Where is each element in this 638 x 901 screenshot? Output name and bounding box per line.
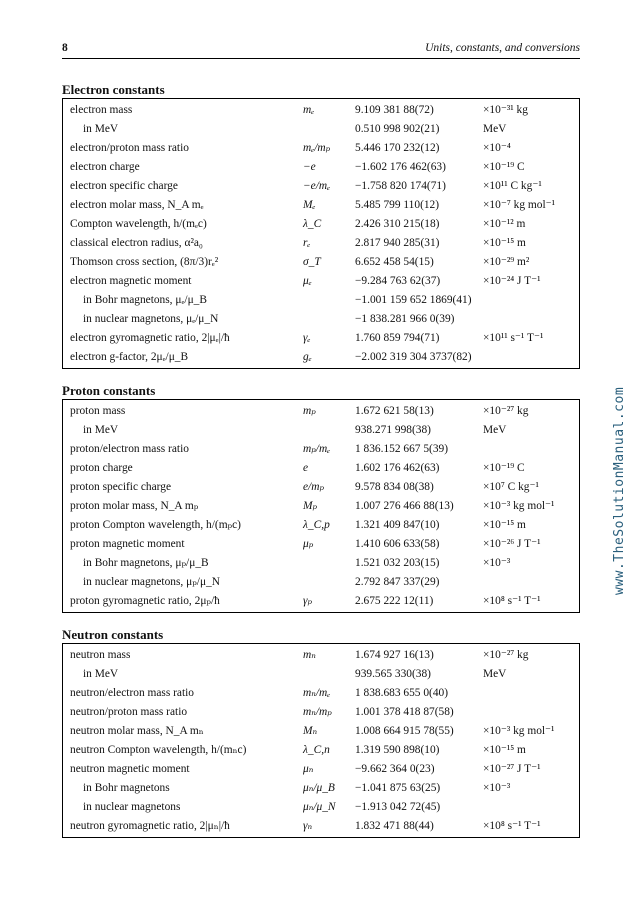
constant-value: 1 836.152 667 5(39) bbox=[355, 443, 449, 455]
table-row bbox=[63, 741, 579, 760]
constant-name: in nuclear magnetons bbox=[83, 801, 181, 813]
constant-value: 1.319 590 898(10) bbox=[355, 744, 440, 756]
constant-symbol: mₚ/mₑ bbox=[303, 443, 331, 455]
constant-symbol: mₚ bbox=[303, 405, 316, 417]
constant-name: Thomson cross section, (8π/3)rₑ² bbox=[70, 256, 219, 268]
constant-value: 5.446 170 232(12) bbox=[355, 142, 440, 154]
constant-unit: ×10⁻²⁹ m² bbox=[483, 256, 530, 268]
constant-value: 1.008 664 915 78(55) bbox=[355, 725, 454, 737]
proton-constants-section bbox=[62, 383, 580, 613]
constant-name: electron/proton mass ratio bbox=[70, 142, 189, 154]
constant-unit: ×10⁻²⁶ J T⁻¹ bbox=[483, 538, 541, 550]
constant-value: 1.410 606 633(58) bbox=[355, 538, 440, 550]
constants-table bbox=[62, 643, 580, 838]
constant-name: neutron molar mass, N_A mₙ bbox=[70, 725, 204, 737]
constant-unit: ×10⁷ C kg⁻¹ bbox=[483, 481, 539, 493]
constant-name: proton molar mass, N_A mₚ bbox=[70, 500, 199, 512]
table-row bbox=[63, 177, 579, 196]
constant-name: proton charge bbox=[70, 462, 133, 474]
table-row bbox=[63, 798, 579, 817]
electron-constants-section bbox=[62, 82, 580, 369]
constant-unit: ×10⁸ s⁻¹ T⁻¹ bbox=[483, 820, 541, 832]
constant-value: 9.578 834 08(38) bbox=[355, 481, 434, 493]
constant-name: in Bohr magnetons, μₑ/μ_B bbox=[83, 294, 207, 306]
constant-symbol: μₙ bbox=[303, 763, 314, 775]
constant-symbol: μₙ/μ_B bbox=[303, 782, 335, 794]
constant-unit: MeV bbox=[483, 668, 507, 680]
constant-name: proton mass bbox=[70, 405, 126, 417]
constant-symbol: γₙ bbox=[303, 820, 313, 832]
table-row bbox=[63, 459, 579, 478]
constant-unit: ×10¹¹ C kg⁻¹ bbox=[483, 180, 542, 192]
constant-unit: ×10⁸ s⁻¹ T⁻¹ bbox=[483, 595, 541, 607]
table-row bbox=[63, 779, 579, 798]
table-row bbox=[63, 158, 579, 177]
constant-name: proton/electron mass ratio bbox=[70, 443, 189, 455]
constant-symbol: −e/mₑ bbox=[303, 180, 331, 192]
constant-name: in nuclear magnetons, μₚ/μ_N bbox=[83, 576, 220, 588]
table-row bbox=[63, 291, 579, 310]
table-row bbox=[63, 703, 579, 722]
constant-name: proton Compton wavelength, h/(mₚc) bbox=[70, 519, 241, 531]
table-row bbox=[63, 139, 579, 158]
constant-value: 1.760 859 794(71) bbox=[355, 332, 440, 344]
constant-unit: ×10⁻²⁷ J T⁻¹ bbox=[483, 763, 541, 775]
constant-symbol: μₚ bbox=[303, 538, 314, 550]
table-row bbox=[63, 760, 579, 779]
constant-value: 5.485 799 110(12) bbox=[355, 199, 440, 211]
constant-value: 1.521 032 203(15) bbox=[355, 557, 440, 569]
constant-name: in Bohr magnetons bbox=[83, 782, 170, 794]
constant-symbol: gₑ bbox=[303, 351, 312, 363]
constant-symbol: mₑ/mₚ bbox=[303, 142, 331, 154]
constant-symbol: μₙ/μ_N bbox=[303, 801, 336, 813]
constant-value: 9.109 381 88(72) bbox=[355, 104, 434, 116]
section-title: Electron constants bbox=[62, 82, 165, 97]
table-row bbox=[63, 554, 579, 573]
constant-name: electron magnetic moment bbox=[70, 275, 192, 287]
constant-symbol: λ_C,n bbox=[303, 744, 330, 756]
constant-unit: ×10⁻⁷ kg mol⁻¹ bbox=[483, 199, 556, 211]
constant-name: in Bohr magnetons, μₚ/μ_B bbox=[83, 557, 209, 569]
constant-unit: ×10⁻¹⁵ m bbox=[483, 744, 526, 756]
constant-symbol: mₙ/mₚ bbox=[303, 706, 332, 718]
constants-table bbox=[62, 98, 580, 369]
table-row bbox=[63, 101, 579, 120]
constant-unit: ×10⁻¹⁵ m bbox=[483, 237, 526, 249]
constant-value: −1.913 042 72(45) bbox=[355, 801, 441, 813]
table-row bbox=[63, 817, 579, 836]
constant-value: −1 838.281 966 0(39) bbox=[355, 313, 455, 325]
table-row bbox=[63, 348, 579, 367]
constant-symbol: e bbox=[303, 462, 309, 474]
constant-unit: ×10⁻³ bbox=[483, 782, 511, 794]
constant-unit: MeV bbox=[483, 424, 507, 436]
constant-name: classical electron radius, α²a₀ bbox=[70, 237, 203, 249]
constant-unit: ×10⁻²⁷ kg bbox=[483, 405, 529, 417]
constant-symbol: σ_T bbox=[303, 256, 321, 268]
constant-unit: MeV bbox=[483, 123, 507, 135]
constant-name: in nuclear magnetons, μₑ/μ_N bbox=[83, 313, 219, 325]
constant-value: −2.002 319 304 3737(82) bbox=[355, 351, 472, 363]
table-row bbox=[63, 684, 579, 703]
constant-symbol: mₙ bbox=[303, 649, 316, 661]
constant-unit: ×10⁻³ kg mol⁻¹ bbox=[483, 725, 555, 737]
constant-value: 2.792 847 337(29) bbox=[355, 576, 440, 588]
watermark-text: www.TheSolutionManual.com bbox=[612, 386, 627, 595]
constant-unit: ×10⁻¹² m bbox=[483, 218, 526, 230]
constant-name: electron specific charge bbox=[70, 180, 178, 192]
constant-value: 2.817 940 285(31) bbox=[355, 237, 440, 249]
constant-unit: ×10⁻¹⁹ C bbox=[483, 462, 525, 474]
constant-name: electron charge bbox=[70, 161, 140, 173]
constant-name: electron g-factor, 2μₑ/μ_B bbox=[70, 351, 189, 363]
constant-value: −1.602 176 462(63) bbox=[355, 161, 446, 173]
table-row bbox=[63, 497, 579, 516]
constant-unit: ×10⁻³ bbox=[483, 557, 511, 569]
constant-symbol: λ_C,p bbox=[303, 519, 330, 531]
constant-unit: ×10⁻³ kg mol⁻¹ bbox=[483, 500, 555, 512]
constant-name: proton specific charge bbox=[70, 481, 171, 493]
constant-symbol: μₑ bbox=[303, 275, 312, 287]
table-row bbox=[63, 234, 579, 253]
constant-value: 1.321 409 847(10) bbox=[355, 519, 440, 531]
running-title: Units, constants, and conversions bbox=[425, 42, 580, 54]
constant-value: 1.602 176 462(63) bbox=[355, 462, 440, 474]
constant-unit: ×10⁻¹⁹ C bbox=[483, 161, 525, 173]
constant-name: in MeV bbox=[83, 123, 119, 135]
table-row bbox=[63, 272, 579, 291]
table-row bbox=[63, 516, 579, 535]
constant-value: 1 838.683 655 0(40) bbox=[355, 687, 449, 699]
constant-unit: ×10⁻⁴ bbox=[483, 142, 511, 154]
constant-name: Compton wavelength, h/(mₑc) bbox=[70, 218, 207, 230]
constant-symbol: mₑ bbox=[303, 104, 315, 116]
constant-value: 2.675 222 12(11) bbox=[355, 595, 434, 607]
constant-value: 1.674 927 16(13) bbox=[355, 649, 434, 661]
constant-name: neutron magnetic moment bbox=[70, 763, 190, 775]
table-row bbox=[63, 329, 579, 348]
table-row bbox=[63, 120, 579, 139]
table-row bbox=[63, 665, 579, 684]
constant-name: electron mass bbox=[70, 104, 133, 116]
constant-symbol: Mₑ bbox=[303, 199, 316, 211]
table-row bbox=[63, 722, 579, 741]
constant-unit: ×10⁻²⁴ J T⁻¹ bbox=[483, 275, 541, 287]
constant-value: 6.652 458 54(15) bbox=[355, 256, 434, 268]
constant-unit: ×10⁻³¹ kg bbox=[483, 104, 528, 116]
constant-value: −9.284 763 62(37) bbox=[355, 275, 441, 287]
constant-symbol: λ_C bbox=[303, 218, 322, 230]
table-row bbox=[63, 440, 579, 459]
constant-value: 2.426 310 215(18) bbox=[355, 218, 440, 230]
constant-symbol: Mₚ bbox=[303, 500, 318, 512]
table-row bbox=[63, 592, 579, 611]
table-row bbox=[63, 196, 579, 215]
constant-name: neutron/electron mass ratio bbox=[70, 687, 194, 699]
table-row bbox=[63, 573, 579, 592]
constant-name: neutron mass bbox=[70, 649, 131, 661]
constant-name: electron gyromagnetic ratio, 2|μₑ|/ħ bbox=[70, 332, 230, 344]
constant-name: proton magnetic moment bbox=[70, 538, 185, 550]
constant-symbol: −e bbox=[303, 161, 316, 173]
table-row bbox=[63, 215, 579, 234]
table-row bbox=[63, 253, 579, 272]
constant-name: in MeV bbox=[83, 668, 119, 680]
constant-name: proton gyromagnetic ratio, 2μₚ/ħ bbox=[70, 595, 220, 607]
table-row bbox=[63, 310, 579, 329]
constant-value: −1.001 159 652 1869(41) bbox=[355, 294, 472, 306]
constant-name: electron molar mass, N_A mₑ bbox=[70, 199, 204, 211]
constant-value: 938.271 998(38) bbox=[355, 424, 431, 436]
table-row bbox=[63, 402, 579, 421]
table-row bbox=[63, 646, 579, 665]
constant-name: neutron/proton mass ratio bbox=[70, 706, 188, 718]
running-header bbox=[62, 40, 580, 59]
constant-unit: ×10⁻¹⁵ m bbox=[483, 519, 526, 531]
neutron-constants-section bbox=[62, 627, 580, 838]
constant-value: −9.662 364 0(23) bbox=[355, 763, 435, 775]
constants-table bbox=[62, 399, 580, 613]
constant-value: 0.510 998 902(21) bbox=[355, 123, 440, 135]
section-title: Proton constants bbox=[62, 383, 156, 398]
constant-value: −1.758 820 174(71) bbox=[355, 180, 446, 192]
constant-value: 939.565 330(38) bbox=[355, 668, 431, 680]
constant-symbol: mₙ/mₑ bbox=[303, 687, 331, 699]
constant-value: −1.041 875 63(25) bbox=[355, 782, 441, 794]
table-row bbox=[63, 478, 579, 497]
constant-symbol: γₚ bbox=[303, 595, 313, 607]
constant-value: 1.001 378 418 87(58) bbox=[355, 706, 454, 718]
table-row bbox=[63, 421, 579, 440]
constant-unit: ×10⁻²⁷ kg bbox=[483, 649, 529, 661]
constant-symbol: γₑ bbox=[303, 332, 311, 344]
page-number: 8 bbox=[62, 42, 68, 54]
constant-value: 1.007 276 466 88(13) bbox=[355, 500, 454, 512]
constant-symbol: rₑ bbox=[303, 237, 311, 249]
table-row bbox=[63, 535, 579, 554]
constant-name: neutron gyromagnetic ratio, 2|μₙ|/ħ bbox=[70, 820, 230, 832]
constant-value: 1.672 621 58(13) bbox=[355, 405, 434, 417]
constant-name: in MeV bbox=[83, 424, 119, 436]
constant-symbol: Mₙ bbox=[303, 725, 318, 737]
constant-unit: ×10¹¹ s⁻¹ T⁻¹ bbox=[483, 332, 544, 344]
constant-value: 1.832 471 88(44) bbox=[355, 820, 434, 832]
section-title: Neutron constants bbox=[62, 627, 164, 642]
constant-symbol: e/mₚ bbox=[303, 481, 325, 493]
constant-name: neutron Compton wavelength, h/(mₙc) bbox=[70, 744, 247, 756]
